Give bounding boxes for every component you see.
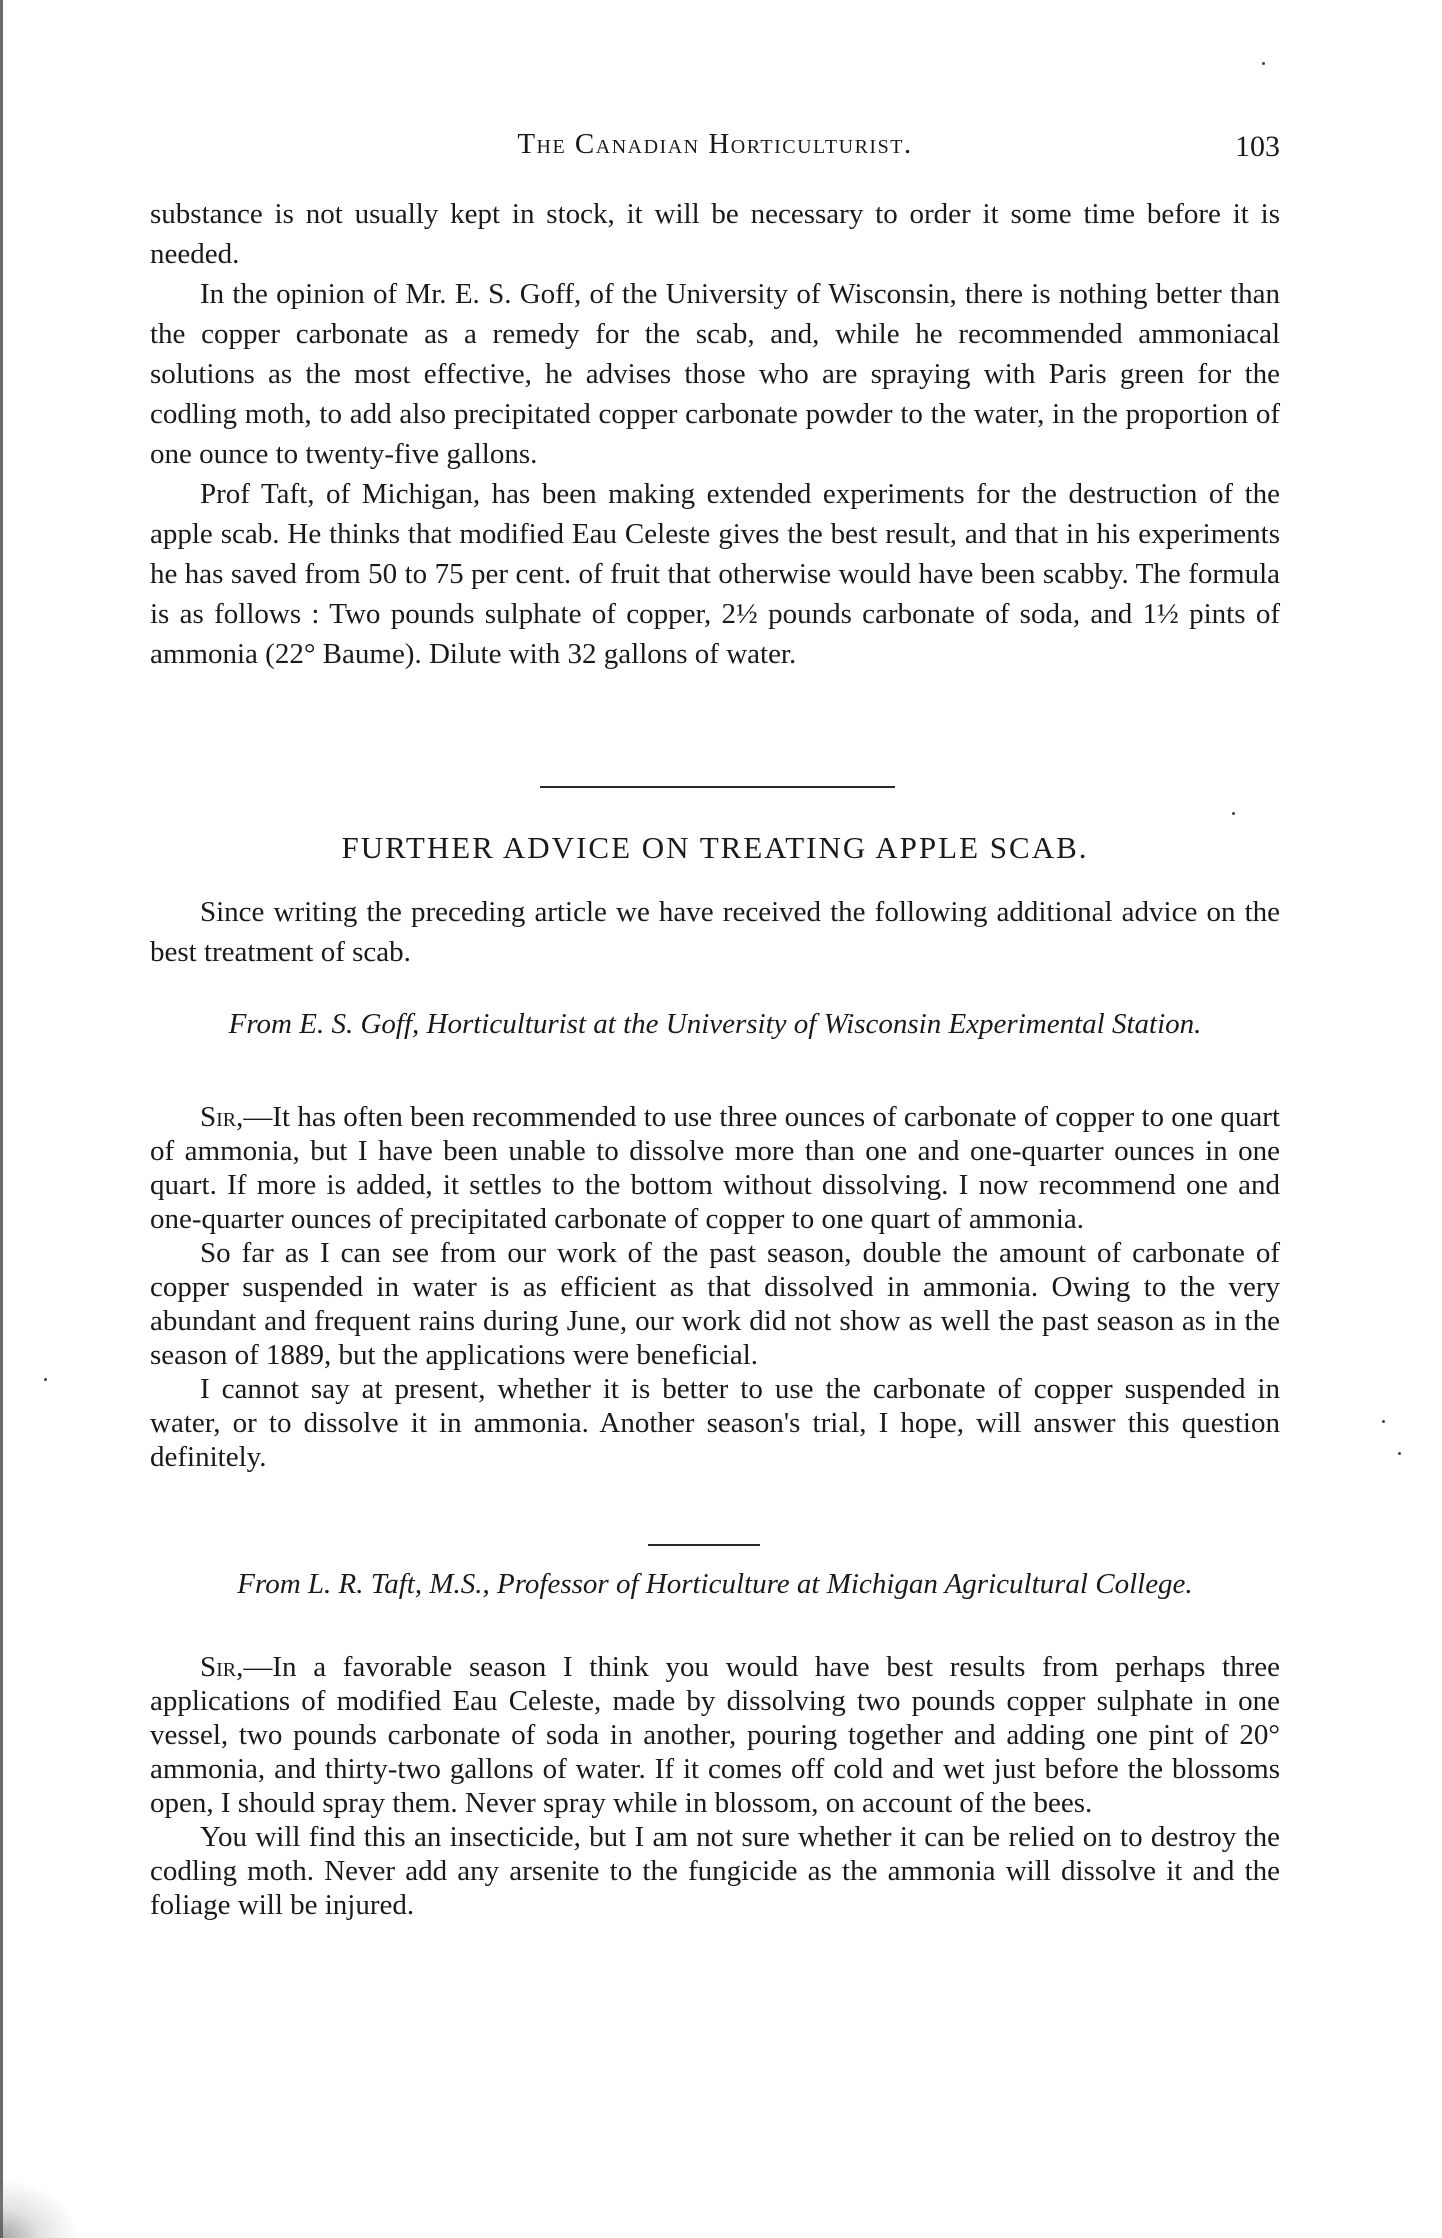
letter-taft-body bbox=[150, 1650, 1280, 1922]
article-intro bbox=[150, 892, 1280, 972]
paragraph-text: —It has often been recommended to use three ounces of carbonate of copper to one quart of ammonia, but I have been unable to dissolve more than one and one-quarter ounces in one quart. If more is added, it settles to the bottom without dissolving. I now recommend one and one-quarter ounces of precipitated carbonate of copper to one quart of ammonia. bbox=[150, 1101, 1280, 1235]
paragraph: You will find this an insecticide, but I am not sure whether it can be relied on to destroy the codling moth. Never add any arsenite to the fungicide as the ammonia will dissolve it and the foliage will be injured. bbox=[150, 1821, 1280, 1921]
salutation: Sir, bbox=[200, 1651, 244, 1683]
continuation-text bbox=[150, 194, 1280, 674]
letter-byline-taft: From L. R. Taft, M.S., Professor of Horticulture at Michigan Agricultural College. bbox=[237, 1568, 1193, 1600]
salutation: Sir, bbox=[200, 1101, 244, 1133]
running-title: The Canadian Horticulturist. bbox=[517, 128, 913, 160]
letter-divider bbox=[648, 1544, 760, 1546]
article-title: FURTHER ADVICE ON TREATING APPLE SCAB. bbox=[341, 830, 1089, 865]
ink-speck bbox=[1382, 1420, 1385, 1423]
paragraph bbox=[150, 1100, 1280, 1236]
section-divider bbox=[540, 786, 895, 788]
running-head bbox=[150, 128, 1280, 178]
paragraph-text: —In a favorable season I think you would have best results from perhaps three applications of modified Eau Celeste, made by dissolving two pounds copper sulphate in one vessel, two pounds carbonate of soda in another, pouring together and adding one pint of 20° ammonia, and thirty-two gallons of water. If it comes off cold and wet just before the blossoms open, I should spray them. Never spray while in blossom, on account of the bees. bbox=[150, 1651, 1280, 1819]
paragraph bbox=[150, 1650, 1280, 1820]
page-number: 103 bbox=[1235, 130, 1280, 163]
paragraph: Prof Taft, of Michigan, has been making extended experiments for the destruction of the apple scab. He thinks that modified Eau Celeste gives the best result, and that in his experiments he has saved from 50 to 75 per cent. of fruit that otherwise would have been scabby. The formula is as follows : Two pounds sulphate of copper, 2½ pounds carbonate of soda, and 1½ pints of ammonia (22° Baume). Dilute with 32 gallons of water. bbox=[150, 478, 1280, 670]
paragraph: I cannot say at present, whether it is better to use the carbonate of copper suspended in water, or to dissolve it in ammonia. Another season's trial, I hope, will answer this question definitely. bbox=[150, 1373, 1280, 1473]
corner-smudge bbox=[0, 2178, 80, 2238]
page-left-edge bbox=[0, 0, 3, 2238]
paragraph: In the opinion of Mr. E. S. Goff, of the University of Wisconsin, there is nothing better than the copper carbonate as a remedy for the scab, and, while he recommended ammoniacal solutions as the most effective, he advises those who are spraying with Paris green for the codling moth, to add also precipitated copper carbonate powder to the water, in the proportion of one ounce to twenty-five gallons. bbox=[150, 278, 1280, 470]
ink-speck bbox=[44, 1378, 47, 1381]
paragraph: So far as I can see from our work of the past season, double the amount of carbonate of copper suspended in water is as efficient as that dissolved in ammonia. Owing to the very abundant and frequent rains during June, our work did not show as well the past season as in the season of 1889, but the applications were beneficial. bbox=[150, 1237, 1280, 1371]
letter-byline-goff: From E. S. Goff, Horticulturist at the University of Wisconsin Experimental Station. bbox=[228, 1008, 1202, 1040]
ink-speck bbox=[1262, 62, 1265, 65]
ink-speck bbox=[1398, 1452, 1401, 1455]
paragraph: substance is not usually kept in stock, it will be necessary to order it some time before it is needed. bbox=[150, 198, 1280, 270]
letter-goff-body bbox=[150, 1100, 1280, 1474]
paragraph: Since writing the preceding article we have received the following additional advice on the best treatment of scab. bbox=[150, 896, 1280, 968]
ink-speck bbox=[1232, 812, 1235, 815]
